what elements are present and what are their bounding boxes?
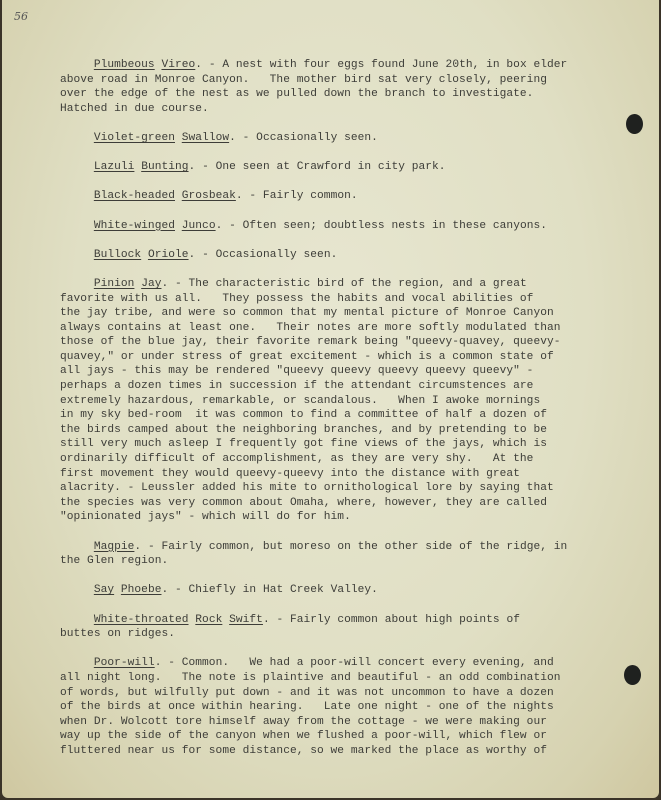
entry-text: those of the blue jay, their favorite remark being "queevy-quavey, queevy-	[60, 336, 561, 349]
species-entry	[60, 583, 620, 598]
species-name-word: Magpie	[93, 540, 135, 553]
entry-text: all night long. The note is plaintive and beautiful - an odd combination	[60, 671, 561, 684]
entry-text: first movement they would queevy-queevy into the distance with great	[60, 467, 520, 480]
entry-line	[60, 306, 620, 321]
species-name-word: Poor-will	[93, 657, 155, 670]
species-name-word: Grosbeak	[181, 190, 236, 203]
entry-line	[60, 131, 620, 146]
species-name-word: Violet-green	[93, 131, 175, 144]
species-name-word: Phoebe	[120, 584, 162, 597]
document-page	[2, 0, 659, 798]
entry-text: in my sky bed-room it was common to find a committee of half a dozen of	[60, 409, 547, 422]
entry-line	[60, 700, 620, 715]
entry-text: of words, but wilfully put down - and it was not uncommon to have a dozen	[60, 686, 554, 699]
entry-text: above road in Monroe Canyon. The mother bird sat very closely, peering	[60, 73, 547, 86]
entry-text: . - The characteristic bird of the region, and a great	[161, 277, 527, 290]
entry-line	[60, 496, 620, 511]
entry-line	[60, 481, 620, 496]
entry-text: the jay tribe, and were so common that my mental picture of Monroe Canyon	[60, 307, 554, 320]
entry-line	[60, 160, 620, 175]
entry-line	[60, 437, 620, 452]
entry-text: . - Often seen; doubtless nests in these canyons.	[215, 219, 548, 232]
entry-line	[60, 189, 620, 204]
entry-line	[60, 394, 620, 409]
species-name-word: Say	[93, 584, 115, 597]
species-entry	[60, 131, 620, 146]
entry-text: . - Occasionally seen.	[188, 248, 338, 261]
entry-line	[60, 408, 620, 423]
entry-text: . - Fairly common about high points of	[262, 613, 520, 626]
species-name-word: White-winged	[93, 219, 175, 232]
page-number: 56	[14, 10, 28, 23]
entry-text: quavey," or under stress of great excitement - which is a common state of	[60, 350, 554, 363]
species-name-word: Black-headed	[93, 190, 175, 203]
species-entry	[60, 613, 620, 642]
entry-text: favorite with us all. They possess the habits and vocal abilities of	[60, 292, 534, 305]
entry-line	[60, 73, 620, 88]
species-entry	[60, 219, 620, 234]
entry-line	[60, 58, 620, 73]
entry-line	[60, 613, 620, 628]
entry-text: . - Common. We had a poor-will concert every evening, and	[154, 657, 554, 670]
entry-line	[60, 467, 620, 482]
entry-text: . - Chiefly in Hat Creek Valley.	[161, 584, 378, 597]
entry-line	[60, 350, 620, 365]
entry-line	[60, 379, 620, 394]
entry-text: way up the side of the canyon when we flushed a poor-will, which flew or	[60, 730, 547, 743]
species-entry	[60, 656, 620, 758]
entry-line	[60, 87, 620, 102]
entry-text: the Glen region.	[60, 555, 169, 568]
binder-hole-top	[626, 114, 643, 134]
species-entry	[60, 160, 620, 175]
species-name-word: White-throated	[93, 613, 189, 626]
entry-line	[60, 686, 620, 701]
entry-line	[60, 452, 620, 467]
entry-text: Hatched in due course.	[60, 102, 209, 115]
entry-line	[60, 583, 620, 598]
entry-line	[60, 656, 620, 671]
species-name-word: Junco	[181, 219, 216, 232]
species-name-word: Jay	[141, 277, 162, 290]
entry-text: when Dr. Wolcott tore himself away from the cottage - we were making our	[60, 715, 547, 728]
entry-text: perhaps a dozen times in succession if the attendant circumstences are	[60, 380, 534, 393]
entry-line	[60, 627, 620, 642]
species-entry	[60, 58, 620, 116]
species-name-word: Vireo	[161, 59, 196, 71]
entry-line	[60, 321, 620, 336]
entry-text: over the edge of the nest as we pulled down the branch to investigate.	[60, 88, 534, 101]
species-name-word: Bunting	[141, 161, 189, 174]
species-entry	[60, 540, 620, 569]
entry-text: of the birds at once within hearing. Late one night - one of the nights	[60, 701, 554, 714]
species-name-word: Plumbeous	[93, 59, 155, 71]
species-entry	[60, 189, 620, 204]
entry-line	[60, 554, 620, 569]
entry-line	[60, 671, 620, 686]
species-entry	[60, 277, 620, 525]
entry-line	[60, 292, 620, 307]
entry-text: still very much asleep I frequently got fine views of the jays, which is	[60, 438, 547, 451]
entry-line	[60, 248, 620, 263]
entry-text: extremely hazardous, remarkable, or scandalous. When I awoke mornings	[60, 394, 541, 407]
entry-text: alacrity. - Leussler added his mite to ornithological lore by saying that	[60, 482, 554, 495]
binder-hole-bottom	[624, 665, 641, 685]
entry-line	[60, 715, 620, 730]
entry-line	[60, 423, 620, 438]
entry-line	[60, 277, 620, 292]
entry-text: . - Fairly common, but moreso on the other side of the ridge, in	[134, 540, 568, 553]
entry-line	[60, 102, 620, 117]
entry-text: buttes on ridges.	[60, 628, 175, 641]
entry-text: . - A nest with four eggs found June 20th, in box elder	[195, 59, 568, 71]
entry-text: fluttered near us for some distance, so we marked the place as worthy of	[60, 744, 547, 757]
entry-line	[60, 219, 620, 234]
species-name-word: Swallow	[181, 131, 230, 144]
entry-text: ordinarily difficult of accomplishment, as they are very shy. At the	[60, 453, 534, 466]
entry-text: . - Fairly common.	[235, 190, 358, 203]
entry-text: . - One seen at Crawford in city park.	[188, 161, 446, 174]
entry-text: the birds camped about the neighboring branches, and by pretending to be	[60, 423, 547, 436]
species-name-word: Bullock	[93, 248, 142, 261]
species-name-word: Lazuli	[93, 161, 135, 174]
entry-line	[60, 540, 620, 555]
entry-line	[60, 744, 620, 759]
species-name-word: Swift	[229, 613, 263, 626]
species-entry	[60, 248, 620, 263]
entry-line	[60, 729, 620, 744]
entry-text: . - Occasionally seen.	[229, 131, 378, 144]
entry-line	[60, 510, 620, 525]
entry-line	[60, 335, 620, 350]
entry-text: "opinionated jays" - which will do for him.	[60, 511, 351, 524]
entry-line	[60, 364, 620, 379]
typed-text-body	[60, 58, 620, 773]
entry-text: the species was very common about Omaha, where, however, they are called	[60, 496, 547, 509]
entry-text: always contains at least one. Their notes are more softly modulated than	[60, 321, 561, 334]
entry-text: all jays - this may be rendered "queevy queevy queevy queevy queevy" -	[60, 365, 534, 378]
species-name-word: Oriole	[147, 248, 189, 261]
species-name-word: Pinion	[93, 277, 135, 290]
species-name-word: Rock	[195, 613, 223, 626]
